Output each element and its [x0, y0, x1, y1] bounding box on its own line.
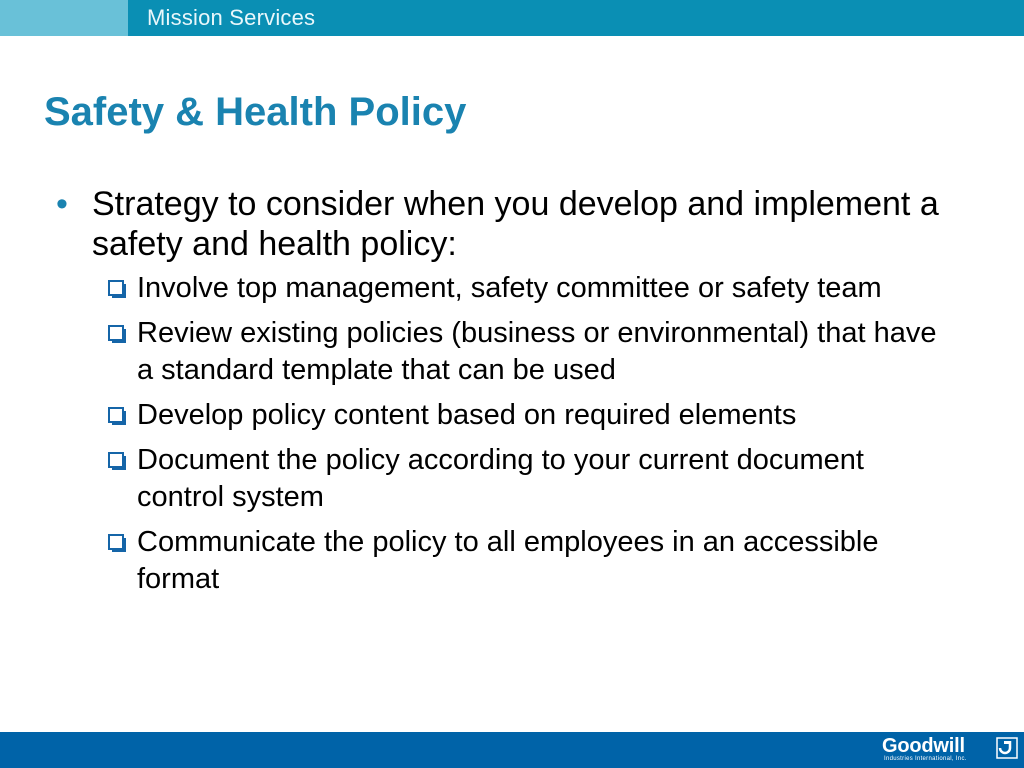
- sub-bullet-list: [54, 270, 954, 598]
- header-bar: [0, 0, 1024, 36]
- slide-content: [54, 184, 954, 606]
- sub-bullet-item: [54, 442, 957, 516]
- sub-bullet-item: [54, 397, 957, 434]
- checkbox-icon: [108, 407, 126, 425]
- bullet-icon: •: [56, 185, 68, 223]
- sub-bullet-item: [54, 270, 957, 307]
- sub-bullet-text: Communicate the policy to all employees in an accessible format: [137, 526, 879, 595]
- sub-bullet-text: Document the policy according to your current document control system: [137, 444, 864, 513]
- checkbox-icon: [108, 280, 126, 298]
- sub-bullet-text: Review existing policies (business or environmental) that have a standard template that can be used: [137, 317, 937, 386]
- checkbox-icon: [108, 325, 126, 343]
- slide-title: Safety & Health Policy: [44, 90, 467, 134]
- sub-bullet-text: Involve top management, safety committee or safety team: [137, 272, 882, 304]
- header-accent-block: [0, 0, 128, 36]
- main-bullet: [54, 184, 954, 264]
- logo-text: Goodwill: [882, 735, 965, 757]
- main-bullet-text: Strategy to consider when you develop and implement a safety and health policy:: [92, 185, 939, 263]
- sub-bullet-item: [54, 315, 957, 389]
- checkbox-icon: [108, 452, 126, 470]
- sub-bullet-item: [54, 524, 957, 598]
- footer-bar: [0, 732, 1024, 768]
- section-label: Mission Services: [147, 5, 316, 30]
- logo-subtext: Industries International, Inc.: [884, 756, 967, 762]
- sub-bullet-text: Develop policy content based on required elements: [137, 399, 797, 431]
- goodwill-smile-icon: [996, 737, 1018, 759]
- goodwill-logo: [882, 736, 1018, 766]
- checkbox-icon: [108, 534, 126, 552]
